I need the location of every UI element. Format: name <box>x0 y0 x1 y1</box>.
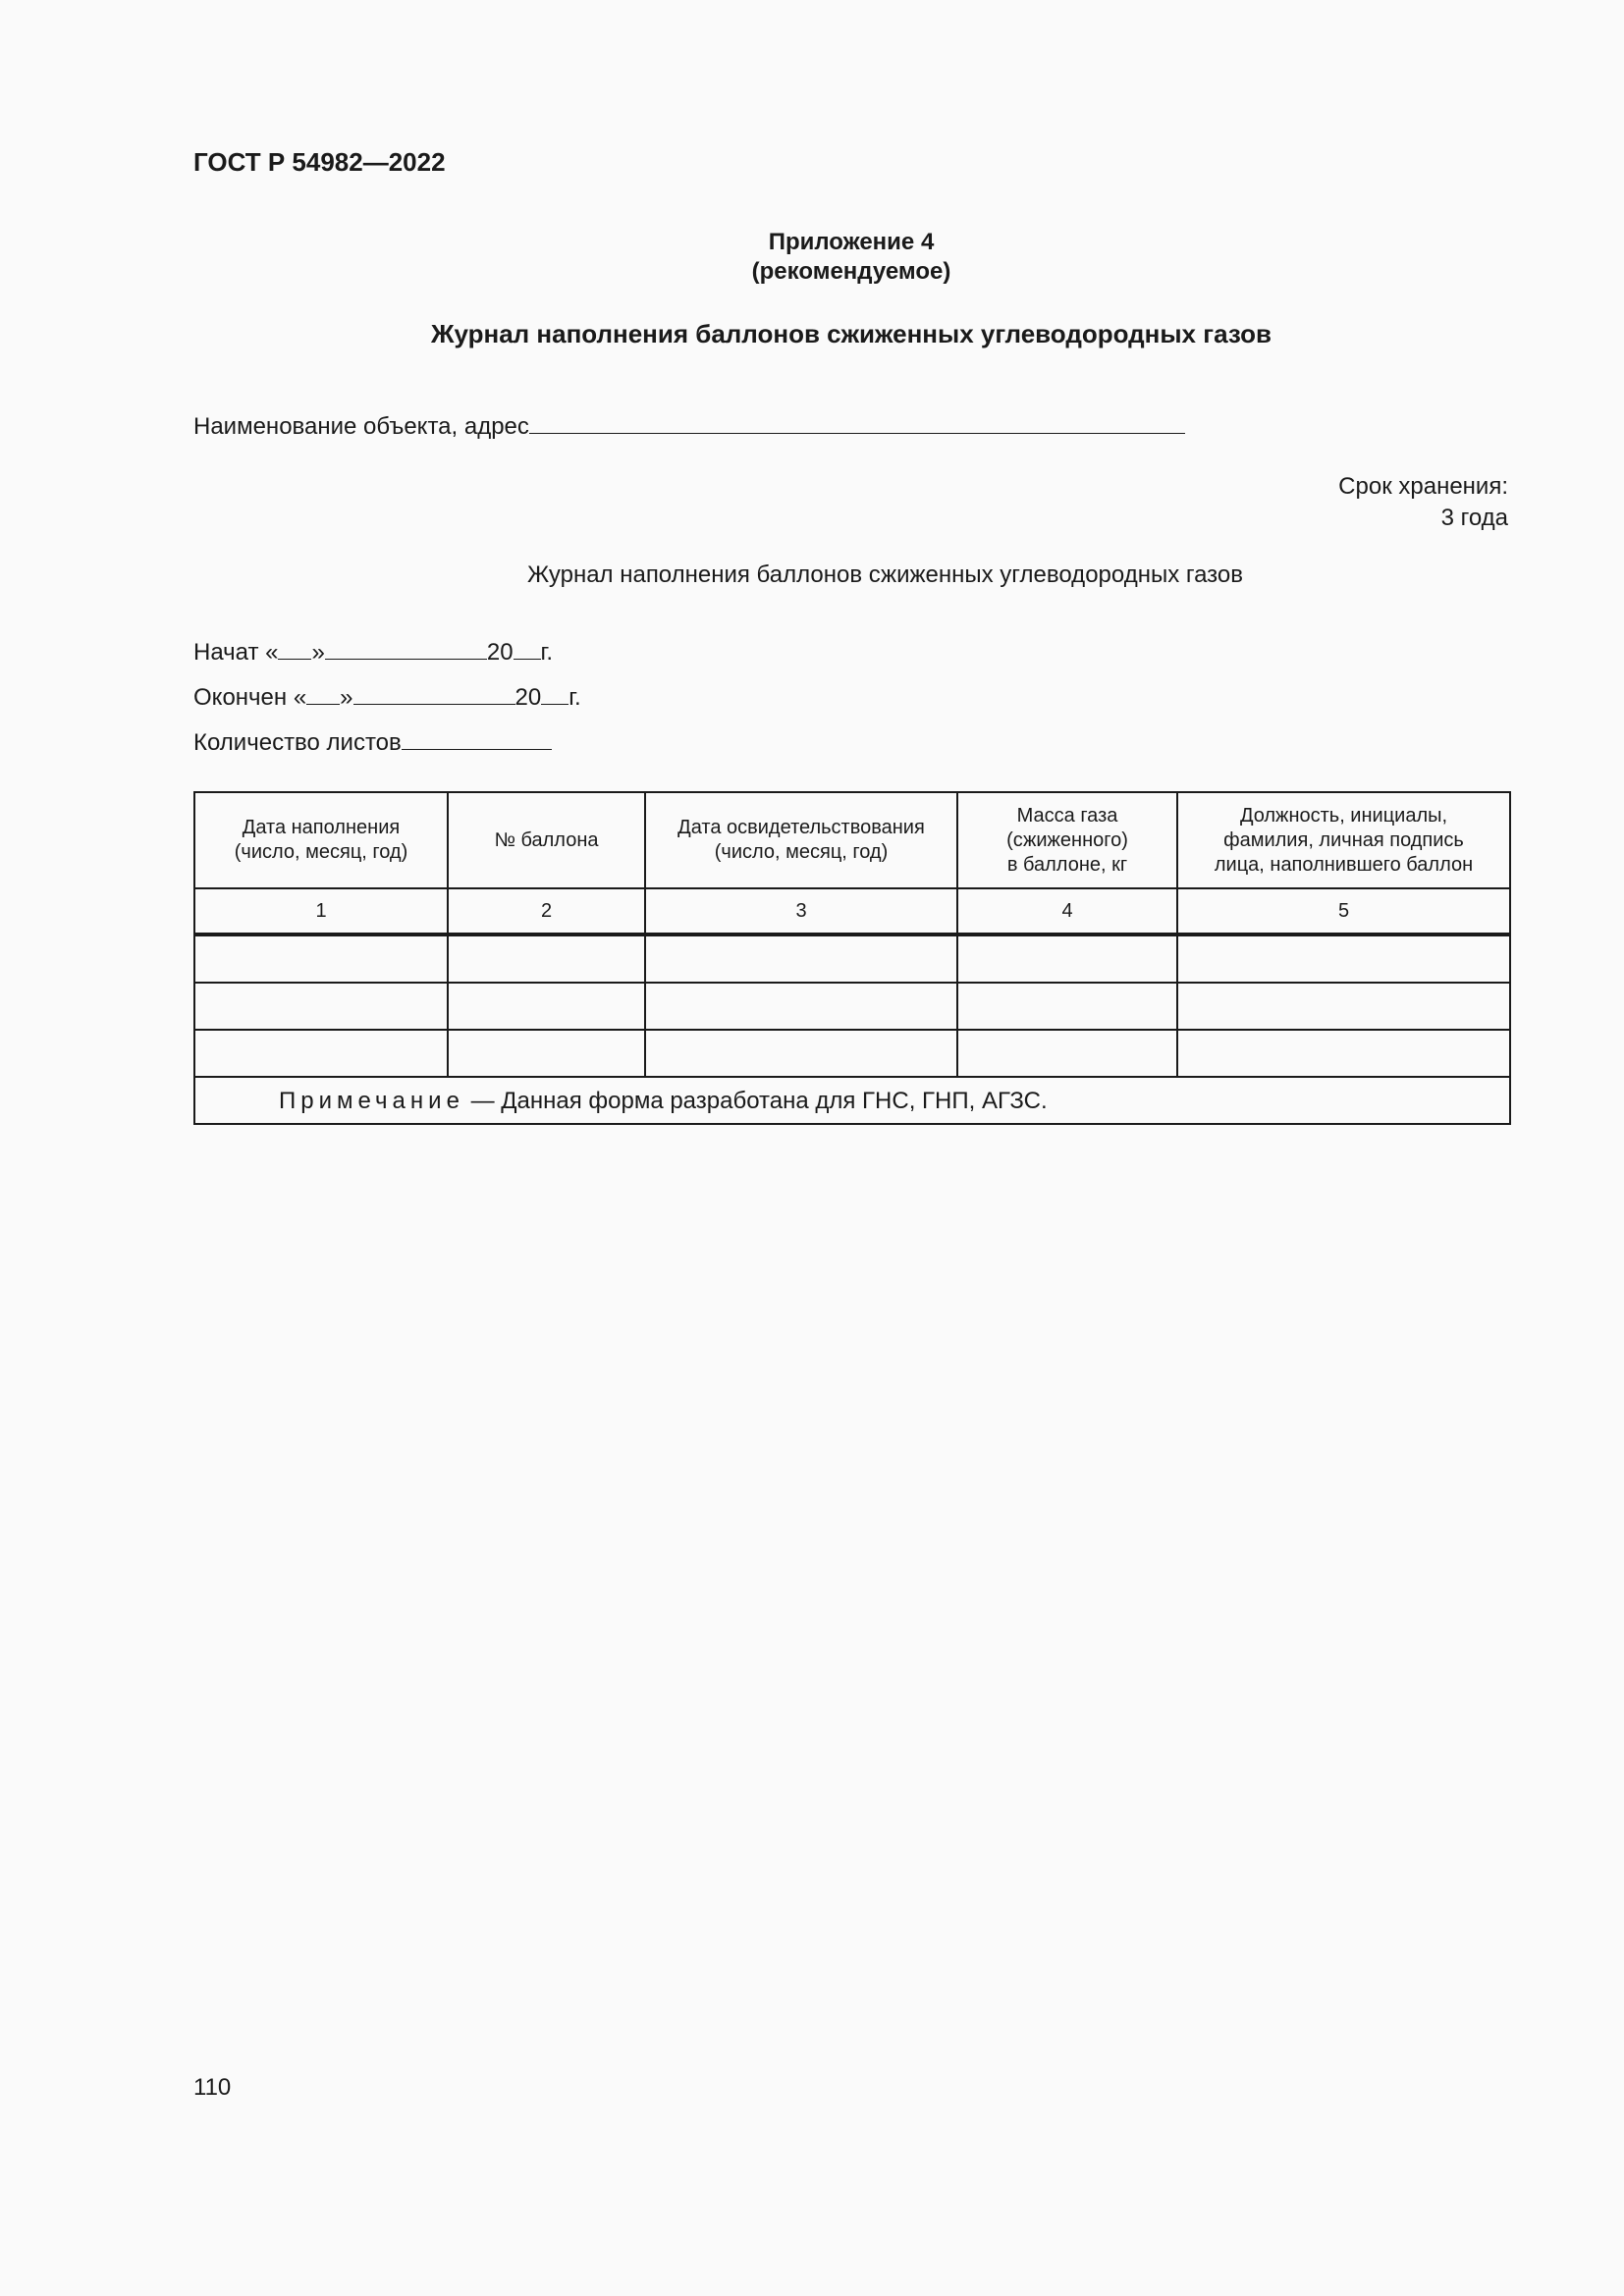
document-code: ГОСТ Р 54982—2022 <box>193 147 446 177</box>
table-cell[interactable] <box>957 983 1177 1030</box>
finished-field <box>193 682 581 713</box>
table-cell[interactable] <box>645 934 957 983</box>
column-number: 2 <box>448 888 645 934</box>
finished-month-blank[interactable] <box>353 682 515 705</box>
header-line: (сжиженного) <box>1006 828 1128 851</box>
appendix-heading <box>0 228 1624 287</box>
header-line: Дата освидетельствования <box>677 817 925 838</box>
table-row <box>194 934 1510 983</box>
started-day-blank[interactable] <box>278 637 311 660</box>
finished-year-blank[interactable] <box>541 682 568 705</box>
table-note-row <box>194 1077 1510 1124</box>
header-line: № баллона <box>494 828 599 851</box>
journal-subtitle: Журнал наполнения баллонов сжиженных углеводородных газов <box>526 561 1244 588</box>
header-cylinder-number <box>448 792 645 888</box>
column-number: 1 <box>194 888 448 934</box>
finished-mid: » <box>340 684 353 711</box>
page-number: 110 <box>193 2074 232 2101</box>
table-cell[interactable] <box>645 983 957 1030</box>
object-field-blank[interactable] <box>529 411 1185 434</box>
table-cell[interactable] <box>194 1030 448 1077</box>
table-row <box>194 1030 1510 1077</box>
header-fill-date <box>194 792 448 888</box>
object-field-label: Наименование объекта, адрес <box>193 413 529 440</box>
storage-value: 3 года <box>1440 505 1508 531</box>
header-gas-mass <box>957 792 1177 888</box>
header-line: лица, наполнившего баллон <box>1214 853 1474 876</box>
started-label: Начат « <box>193 639 279 666</box>
sheets-blank[interactable] <box>402 727 552 750</box>
table-cell[interactable] <box>957 934 1177 983</box>
table-cell[interactable] <box>448 983 645 1030</box>
table-cell[interactable] <box>448 1030 645 1077</box>
table-cell[interactable] <box>194 934 448 983</box>
header-filler-signature <box>1177 792 1510 888</box>
header-inspection-date <box>645 792 957 888</box>
table-cell[interactable] <box>448 934 645 983</box>
finished-suffix: г. <box>568 684 581 711</box>
column-number: 5 <box>1177 888 1510 934</box>
finished-label: Окончен « <box>193 684 307 711</box>
started-mid: » <box>311 639 325 666</box>
header-line: фамилия, личная подпись <box>1223 828 1464 851</box>
table-row <box>194 983 1510 1030</box>
header-line: Масса газа <box>1016 804 1118 827</box>
started-month-blank[interactable] <box>325 637 487 660</box>
table-cell[interactable] <box>957 1030 1177 1077</box>
note-label: Примечание <box>279 1087 464 1114</box>
started-year-blank[interactable] <box>514 637 541 660</box>
table-cell[interactable] <box>1177 983 1510 1030</box>
storage-period <box>1338 471 1508 534</box>
started-suffix: г. <box>540 639 554 666</box>
table-note <box>194 1077 1510 1124</box>
sheets-label: Количество листов <box>193 729 402 756</box>
table-cell[interactable] <box>645 1030 957 1077</box>
finished-year-prefix: 20 <box>514 684 542 711</box>
column-number-row <box>194 888 1510 934</box>
journal-table <box>193 791 1511 1125</box>
header-line: в баллоне, кг <box>1006 853 1128 876</box>
header-line: (число, месяц, год) <box>714 841 889 863</box>
storage-label: Срок хранения: <box>1338 473 1508 500</box>
header-line: Дата наполнения <box>242 817 401 838</box>
main-title: Журнал наполнения баллонов сжиженных углеводородных газов <box>431 319 1272 348</box>
started-field <box>193 637 553 667</box>
header-line: Должность, инициалы, <box>1239 804 1448 827</box>
object-field <box>193 411 1185 442</box>
table-cell[interactable] <box>194 983 448 1030</box>
started-year-prefix: 20 <box>486 639 514 666</box>
finished-day-blank[interactable] <box>306 682 340 705</box>
note-text: — Данная форма разработана для ГНС, ГНП, АГЗС. <box>463 1087 1048 1114</box>
table-cell[interactable] <box>1177 934 1510 983</box>
header-line: (число, месяц, год) <box>234 841 408 863</box>
sheets-field <box>193 727 552 758</box>
column-number: 4 <box>957 888 1177 934</box>
table-header-row <box>194 792 1510 888</box>
column-number: 3 <box>645 888 957 934</box>
table-cell[interactable] <box>1177 1030 1510 1077</box>
appendix-status: (рекомендуемое) <box>751 258 951 285</box>
appendix-title: Приложение 4 <box>768 229 935 255</box>
